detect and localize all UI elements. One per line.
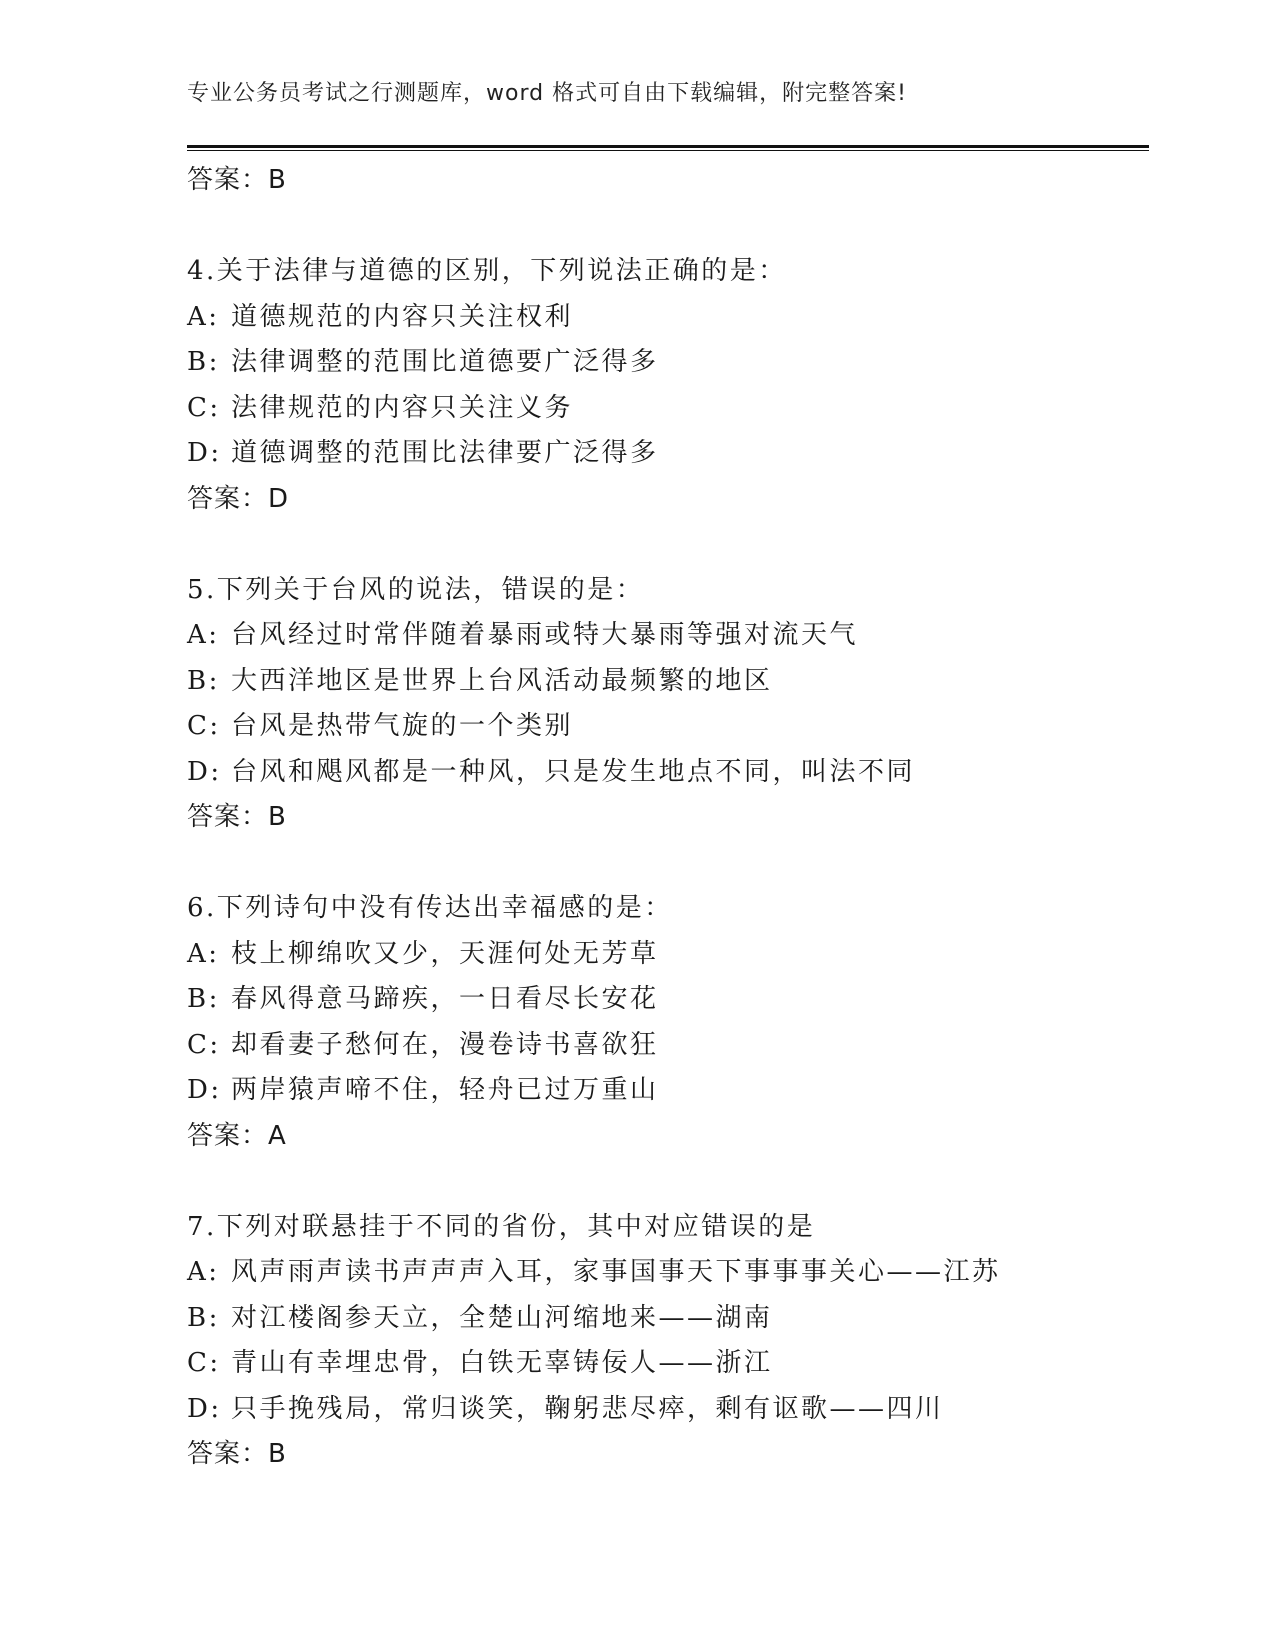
option-text: 大西洋地区是世界上台风活动最频繁的地区 <box>231 665 773 696</box>
option-letter: D: <box>187 1393 222 1424</box>
option-text: 台风经过时常伴随着暴雨或特大暴雨等强对流天气 <box>231 620 859 650</box>
question-stem: 6.下列诗句中没有传达出幸福感的是： <box>187 893 673 923</box>
option-d <box>187 1068 1149 1114</box>
option-text: 风声雨声读书声声声入耳，家事国事天下事事事关心——江苏 <box>231 1257 1001 1287</box>
question-block <box>187 1205 1149 1478</box>
option-text: 台风和飓风都是一种风，只是发生地点不同，叫法不同 <box>231 756 916 787</box>
option-c <box>187 386 1149 432</box>
question-block <box>187 568 1149 841</box>
option-text: 只手挽残局，常归谈笑，鞠躬悲尽瘁，剩有讴歌——四川 <box>231 1393 944 1424</box>
option-c <box>187 704 1149 750</box>
option-letter: A: <box>187 1257 220 1287</box>
option-letter: C: <box>187 1348 221 1378</box>
option-text: 对江楼阁参天立，全楚山河缩地来——湖南 <box>231 1302 773 1333</box>
question-stem: 7.下列对联悬挂于不同的省份，其中对应错误的是 <box>187 1211 816 1242</box>
spacer <box>187 841 1149 887</box>
question-content <box>187 158 1149 1478</box>
header-rule-thin <box>187 150 1149 151</box>
option-a <box>187 613 1149 659</box>
option-letter: C: <box>187 1029 221 1060</box>
option-letter: D: <box>187 1075 222 1105</box>
option-letter: A: <box>187 938 220 969</box>
option-letter: B: <box>187 347 220 377</box>
option-text: 法律调整的范围比道德要广泛得多 <box>231 347 659 377</box>
option-text: 却看妻子愁何在，漫卷诗书喜欲狂 <box>231 1029 659 1060</box>
option-text: 台风是热带气旋的一个类别 <box>231 711 574 741</box>
question-stem: 4.关于法律与道德的区别，下列说法正确的是： <box>187 256 787 286</box>
option-text: 枝上柳绵吹又少，天涯何处无芳草 <box>231 938 659 969</box>
answer-line: 答案：D <box>187 483 290 514</box>
option-letter: C: <box>187 392 221 423</box>
option-d <box>187 431 1149 477</box>
option-a <box>187 1250 1149 1296</box>
spacer <box>187 204 1149 250</box>
option-text: 青山有幸埋忠骨，白铁无辜铸佞人——浙江 <box>231 1348 773 1378</box>
answer-line: 答案：A <box>187 1120 287 1151</box>
option-text: 法律规范的内容只关注义务 <box>231 392 574 423</box>
question-stem: 5.下列关于台风的说法，错误的是： <box>187 574 645 605</box>
option-text: 道德调整的范围比法律要广泛得多 <box>231 438 659 468</box>
option-d <box>187 1387 1149 1433</box>
answer-line: 答案：B <box>187 1439 287 1469</box>
spacer <box>187 522 1149 568</box>
option-b <box>187 977 1149 1023</box>
option-text: 春风得意马蹄疾，一日看尽长安花 <box>231 984 659 1014</box>
question-block <box>187 249 1149 522</box>
answer-line: 答案：B <box>187 165 287 195</box>
option-b <box>187 659 1149 705</box>
option-text: 两岸猿声啼不住，轻舟已过万重山 <box>231 1075 659 1105</box>
question-block <box>187 886 1149 1159</box>
spacer <box>187 1159 1149 1205</box>
option-letter: A: <box>187 620 220 650</box>
option-b <box>187 1296 1149 1342</box>
option-letter: D: <box>187 756 222 787</box>
header-rule-thick <box>187 145 1149 148</box>
option-letter: A: <box>187 301 220 332</box>
option-letter: D: <box>187 438 222 468</box>
option-a <box>187 932 1149 978</box>
option-letter: B: <box>187 1302 220 1333</box>
option-a <box>187 295 1149 341</box>
answer-line: 答案：B <box>187 802 287 832</box>
option-letter: C: <box>187 711 221 741</box>
option-c <box>187 1341 1149 1387</box>
page-header: 专业公务员考试之行测题库，word 格式可自由下载编辑，附完整答案! <box>187 81 907 106</box>
option-d <box>187 750 1149 796</box>
option-b <box>187 340 1149 386</box>
option-text: 道德规范的内容只关注权利 <box>231 301 574 332</box>
option-c <box>187 1023 1149 1069</box>
option-letter: B: <box>187 984 220 1014</box>
option-letter: B: <box>187 665 220 696</box>
